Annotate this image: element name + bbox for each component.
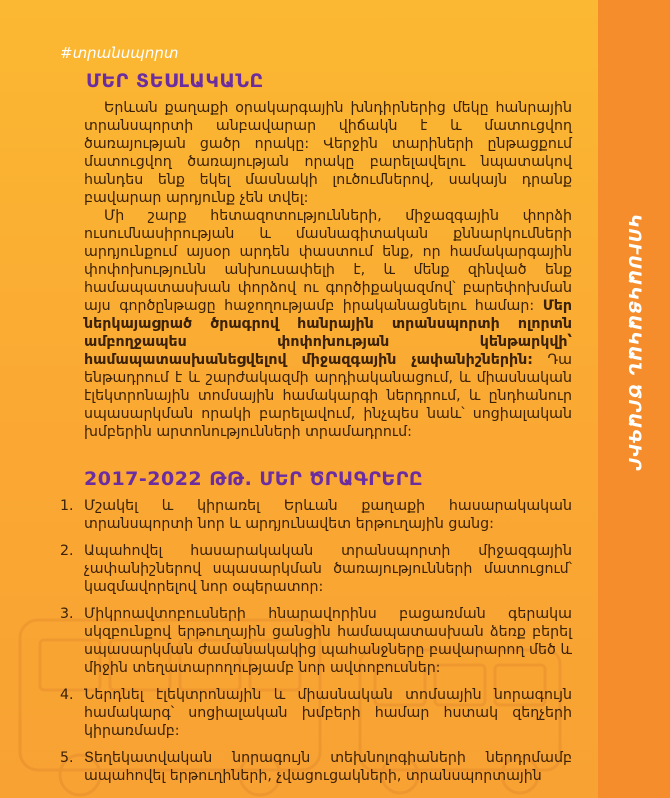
program-heading: 2017-2022 ԹԹ. ՄԵՐ ԾՐԱԳՐԵՐԸ bbox=[84, 468, 424, 490]
vision-paragraph-2-bold: Մեր ներկայացրած ծրագրով հանրային տրանսպորտի ոլորտն ամբողջապես փոփոխության կենթարկվի՝ համապատասխանեցվելով միջազգային չափանիշներին: bbox=[84, 298, 572, 368]
list-item: 1. Մշակել և կիրառել Երևան քաղաքի հասարակական տրանսպորտի նոր և արդյունավետ երթուղային ցանց: bbox=[60, 498, 572, 532]
hashtag: #տրանսպորտ bbox=[60, 44, 179, 62]
list-item: 4. Ներդնել էլեկտրոնային և միասնական տոմսային նորագույն համակարգ՝ սոցիալական խմբերի համար հստակ զեղչերի կիրառմամբ: bbox=[60, 687, 572, 739]
vision-paragraph-2-start: Մի շարք հետազոտությունների, միջազգային փորձի ուսումնասիրության և մասնագիտական քննարկումների արդյունքում այսօր արդեն փաստում ենք, որ համակարգային փոփոխությունն անխուսափելի է, և մենք զինված ենք համապատասխան փորձով ու գործիքակազմով՝ բարեփոխման այս գործընթացը հաջողությամբ իրականացնելու համար: bbox=[84, 208, 572, 314]
list-item: 3. Միկրոավտոբուսների հնարավորինս բացառման գերակա սկզբունքով երթուղային ցանցին համապատասխան ձեռք բերել սպասարկման ժամանակակից պահանջները բավարարող մեծ և միջին տեղատարողությամբ նոր ավտոբուսներ: bbox=[60, 606, 572, 676]
program-list bbox=[60, 497, 572, 794]
vision-paragraph-2 bbox=[84, 207, 572, 441]
vision-paragraph-2-end: Դա ենթադրում է և շարժակազմի արդիականացում, և միասնական էլեկտրոնային տոմսային համակարգի ներդրում, և ընդհանուր սպասարկման որակի բարելավում, ինչպես նաև՝ սոցիալական խմբերին արտոնությունների տրամադրում: bbox=[84, 352, 572, 440]
list-item: 5. Տեղեկատվական նորագույն տեխնոլոգիաների ներդրմամբ ապահովել երթուղիների, չվացուցակների, տրանսպորտային bbox=[60, 750, 572, 784]
sidebar-band bbox=[598, 0, 670, 798]
list-item: 2. Ապահովել հասարակական տրանսպորտի միջազգային չափանիշներով սպասարկման ծառայությունների մատուցում՝ կազմավորելով նոր օպերատոր: bbox=[60, 543, 572, 595]
vision-paragraph-1: Երևան քաղաքի օրակարգային խնդիրներից մեկը հանրային տրանսպորտի անբավարար վիճակն է և մատուցվող ծառայության ցածր որակը: Վերջին տարիների ընթացքում մատուցվող ծառայության որակը բարելավելու նպատակով հանդես ենք եկել մասնակի լուծումներով, սակայն դրանք բավարար արդյունք չեն տվել: bbox=[84, 100, 572, 206]
vision-heading: ՄԵՐ ՏԵՍԼԱԿԱՆԸ bbox=[86, 70, 264, 92]
sidebar-title: ԿՈՒՍԱԿՑԱԿԱՆ ԾՐԱԳԻՐ bbox=[624, 214, 644, 472]
